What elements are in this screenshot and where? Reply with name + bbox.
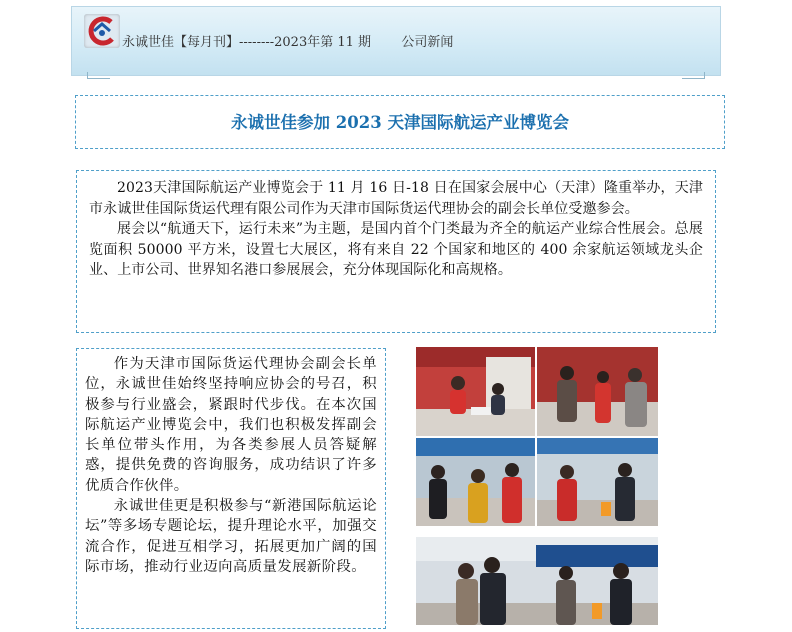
header-text — [122, 31, 453, 50]
header-corner-left — [87, 72, 110, 79]
side-text-box — [76, 348, 386, 629]
side-paragraph-1: 作为天津市国际货运代理协会副会长单位，永诚世佳始终坚持响应协会的号召，积极参与行业盛会，紧跟时代步伐。在本次国际航运产业博览会中，我们也积极发挥副会长单位带头作用，为各类参展人员答疑解惑，提供免费的咨询服务，成功结识了许多优质合作伙伴。 — [85, 356, 377, 494]
article-title-box — [75, 95, 725, 149]
expo-photo-5 — [416, 537, 658, 625]
article-title: 永诚世佳参加 2023 天津国际航运产业博览会 — [231, 113, 569, 132]
intro-text-box — [76, 170, 716, 333]
side-paragraph-2: 永诚世佳更是积极参与“新港国际航运论坛”等多场专题论坛，提升理论水平，加强交流合作，促进互相学习，拓展更加广阔的国际市场，推动行业迈向高质量发展新阶段。 — [85, 498, 377, 575]
intro-paragraph-2: 展会以“航通天下，运行未来”为主题，是国内首个门类最为齐全的航运产业综合性展会。总展览面积 50000 平方米，设置七大展区，将有来自 22 个国家和地区的 400 余家航运领域龙头企业、上市公司、世界知名港口参展展会，充分体现国际化和高规格。 — [89, 221, 703, 279]
expo-photo-1 — [416, 347, 535, 436]
expo-photo-4 — [537, 438, 658, 526]
header-corner-right — [682, 72, 705, 79]
intro-paragraph-1: 2023天津国际航运产业博览会于 11 月 16 日-18 日在国家会展中心（天津）隆重举办，天津市永诚世佳国际货运代理有限公司作为天津市国际货运代理协会的副会长单位受邀参会。 — [89, 180, 703, 217]
expo-photo-2 — [537, 347, 658, 436]
company-logo-icon — [84, 14, 120, 48]
expo-photo-3 — [416, 438, 535, 526]
issue-label: 永诚世佳【每月刊】--------2023年第 11 期 — [122, 35, 372, 50]
newsletter-header — [71, 6, 721, 76]
section-label: 公司新闻 — [401, 35, 454, 50]
